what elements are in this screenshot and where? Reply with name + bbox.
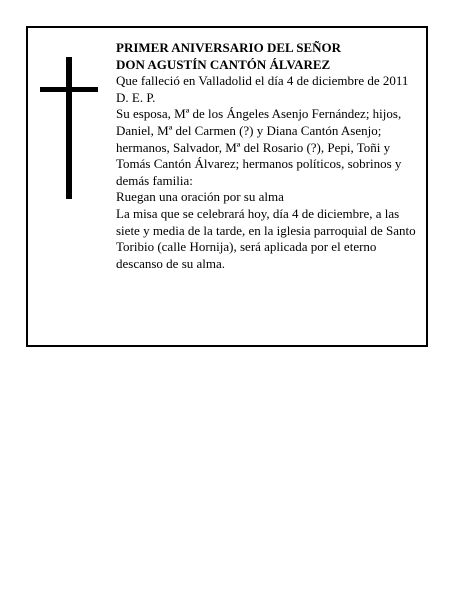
prayer-request: Ruegan una oración por su alma	[116, 189, 284, 205]
cross-icon	[40, 57, 98, 199]
mass-info: La misa que se celebrará hoy, día 4 de diciembre, a las siete y media de la tarde, en la iglesia parroquial de Santo Toribio (calle Hornija), será aplicada por el eterno descanso de su alma.	[116, 205, 416, 271]
notice-title-line-1: PRIMER ANIVERSARIO DEL SEÑOR	[116, 40, 342, 55]
cross-vertical-bar	[66, 57, 72, 199]
cross-horizontal-bar	[40, 87, 98, 92]
obituary-notice	[26, 26, 428, 347]
notice-body	[116, 40, 422, 272]
rip-text: D. E. P.	[116, 89, 156, 105]
family-list: Su esposa, Mª de los Ángeles Asenjo Fernández; hijos, Daniel, Mª del Carmen (?) y Diana Cantón Asenjo; hermanos, Salvador, Mª del Rosario (?), Pepi, Toñi y Tomás Cantón Álvarez; hermanos políticos, sobrinos y demás familia:	[116, 106, 402, 188]
notice-title-line-2: DON AGUSTÍN CANTÓN ÁLVAREZ	[116, 56, 331, 72]
death-info: Que falleció en Valladolid el día 4 de diciembre de 2011	[116, 73, 409, 89]
